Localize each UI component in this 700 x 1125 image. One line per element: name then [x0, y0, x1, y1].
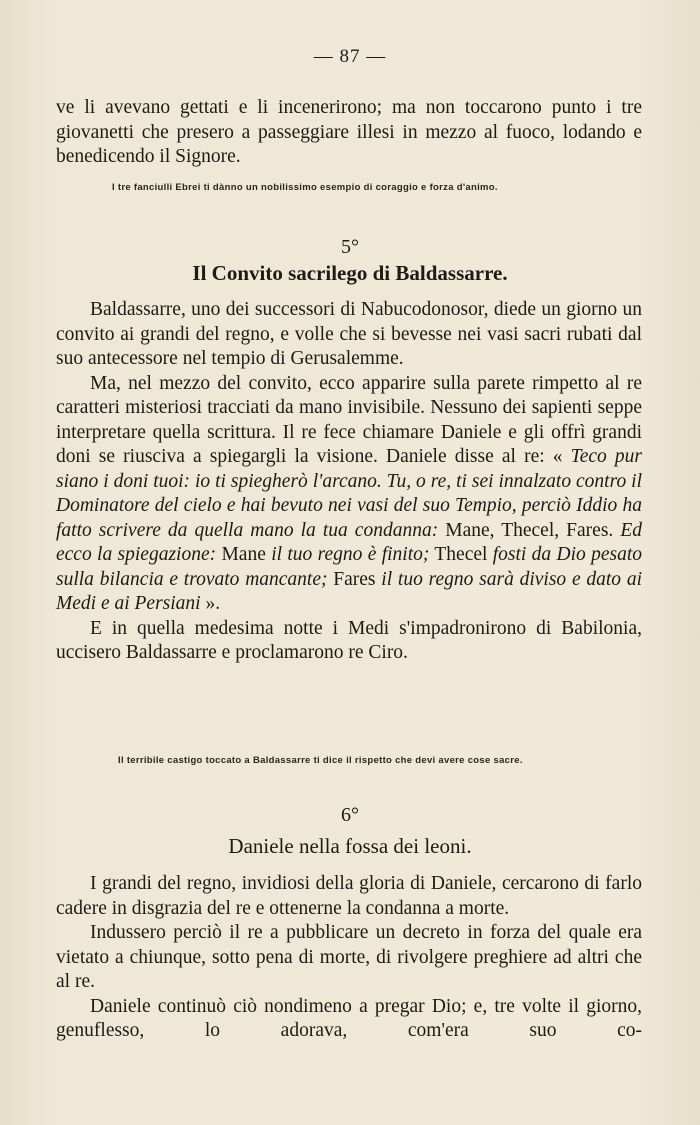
section-6-paragraph-1: I grandi del regno, invidiosi della gloria di Daniele, cercarono di farlo cadere in disgrazia del re e ottenerne la condanna a morte. [56, 873, 642, 919]
intro-paragraph: ve li avevano gettati e li incenerirono; ma non toccarono punto i tre giovanetti che presero a passeggiare illesi in mezzo al fuoco, lodando e benedicendo il Signore. [56, 97, 642, 167]
p2-text-d: Thecel [429, 544, 493, 565]
section-5-body [56, 298, 642, 666]
p2-italic-4: fosti da Dio pesato sulla bilancia e trovato mancante; [56, 544, 643, 590]
section-6-title: Daniele nella fossa dei leoni. [228, 834, 472, 858]
section-5-number: 5° [341, 236, 359, 258]
section-5-paragraph-1: Baldassarre, uno dei successori di Nabucodonosor, diede un giorno un convito ai grandi del regno, e volle che si bevesse nei vasi sacri rubati dal suo antecessore nel tempio di Gerusalemme. [56, 299, 642, 369]
p2-italic-5: il tuo regno sarà diviso e dato ai Medi e ai Persiani [56, 568, 642, 614]
p2-italic-2: Ed ecco la spiegazione: [56, 519, 643, 565]
page-number: — 87 — [313, 46, 387, 67]
p2-text-a: Ma, nel mezzo del convito, ecco apparire sulla parete rimpetto al re caratteri misteriosi tracciati da mano invisibile. Nessuno dei sapienti seppe interpretare quella scrittura. Il re fece chiamare Daniele e gli offrì grandi doni se riusciva a spiegargli la visione. Daniele disse al re: « [56, 372, 642, 467]
section-5-paragraph-2 [56, 372, 642, 617]
section-5-moral-note: Il terribile castigo toccato a Baldassarre ti dice il rispetto che devi avere cose sacre. [118, 755, 523, 766]
section-6-body [56, 872, 642, 1044]
p2-text-b: Mane, Thecel, Fares. [438, 519, 621, 541]
p2-italic-3: il tuo regno è finito; [271, 544, 430, 565]
section-6-paragraph-3: Daniele continuò ciò nondimeno a pregar Dio; e, tre volte il giorno, genuflesso, lo adorava, com'era suo co- [56, 995, 642, 1041]
intro-moral-note: I tre fanciulli Ebrei ti dànno un nobilissimo esempio di coraggio e forza d'animo. [112, 182, 498, 193]
section-5-title: Il Convito sacrilego di Baldassarre. [192, 261, 508, 285]
intro-paragraph-block [56, 96, 642, 170]
p2-text-c: Mane [216, 544, 272, 565]
p2-italic-1: Teco pur siano i doni tuoi: io ti spiegherò l'arcano. Tu, o re, ti sei innalzato contro il Dominatore del cielo e hai bevuto nei vasi del suo Tempio, perciò Iddio ha fatto scrivere da quella mano la tua condanna: [56, 446, 642, 541]
section-5-paragraph-3: E in quella medesima notte i Medi s'impadronirono di Babilonia, uccisero Baldassarre e proclamarono re Ciro. [56, 617, 642, 663]
section-6-number: 6° [341, 804, 359, 826]
p2-text-f: ». [200, 593, 221, 614]
section-6-paragraph-2: Indussero perciò il re a pubblicare un decreto in forza del quale era vietato a chiunque, sotto pena di morte, di rivolgere preghiere ad altri che al re. [56, 922, 642, 992]
p2-text-e: Fares [327, 568, 382, 590]
